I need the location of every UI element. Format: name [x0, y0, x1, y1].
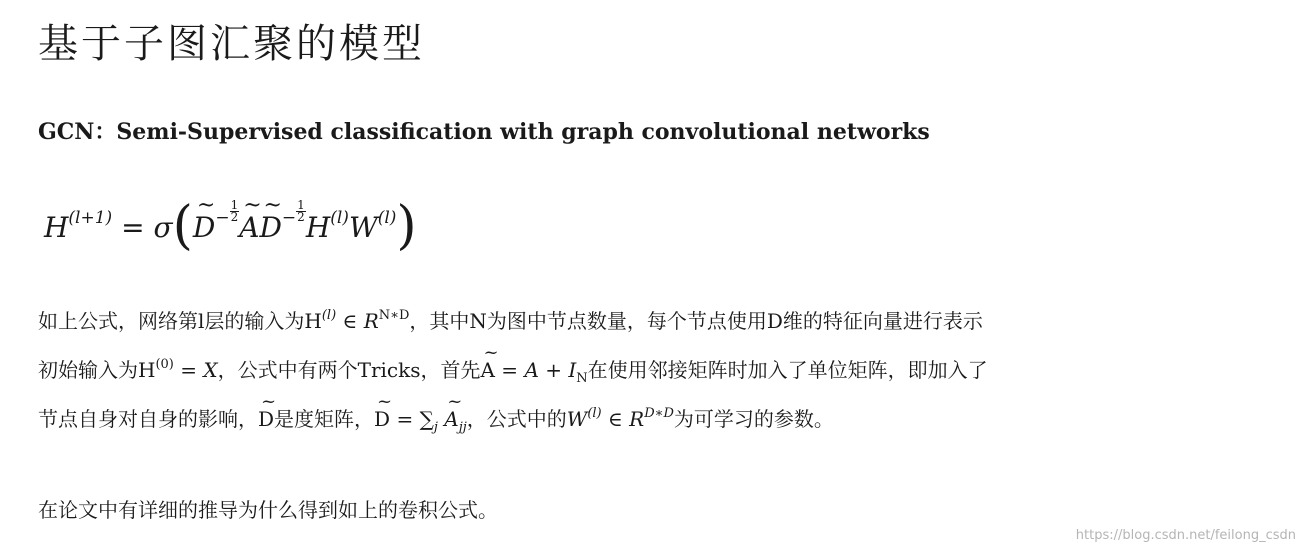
page-title: 基于子图汇聚的模型: [38, 21, 425, 67]
formula-half-1-num: 1: [230, 198, 239, 212]
para1-text-a: 如上公式，网络第l层的输入为H: [38, 309, 322, 333]
para2-text-f: 在使用邻接矩阵时加入了单位矩阵，即加入了: [587, 358, 988, 382]
formula-w-superscript: (l): [377, 208, 397, 228]
formula-lhs-superscript: (l+1): [68, 208, 113, 228]
para2-text-a: 初始输入为H: [38, 358, 156, 382]
formula-left-paren: (: [172, 196, 193, 256]
para3-w: W: [566, 407, 588, 431]
para2-equals: =: [173, 358, 204, 382]
para1-r: R: [363, 309, 379, 333]
para2-subscript-n: N: [576, 371, 588, 386]
watermark: https://blog.csdn.net/feilong_csdn: [1075, 528, 1296, 543]
para3-subscript-j: j: [433, 420, 438, 435]
para3-a-tilde: ~ A: [444, 404, 458, 434]
formula-half-2-den: 2: [297, 210, 305, 224]
paragraph-input-definition: [38, 301, 983, 336]
formula-half-2-num: 1: [297, 198, 305, 212]
para3-subscript-jj: jj: [458, 420, 467, 435]
para3-in-symbol: ∈: [601, 407, 630, 431]
formula-half-1: [230, 200, 240, 223]
para3-sum: = ∑: [390, 407, 434, 431]
formula-h-superscript: (l): [330, 208, 349, 228]
formula-right-paren: ): [396, 196, 417, 256]
formula-sigma: σ: [153, 211, 173, 244]
formula-a-tilde: ~ A: [239, 198, 259, 258]
formula-d-tilde-2: ~ D: [259, 198, 281, 258]
paragraph-degree-matrix: [38, 399, 834, 443]
para2-a-tilde: ~ A: [481, 355, 495, 385]
para2-a: A: [524, 358, 539, 382]
para1-in-symbol: ∈: [336, 309, 364, 333]
formula-h-rhs: H: [305, 211, 331, 244]
formula-half-2: [296, 200, 306, 223]
formula-neg-sign-2: −: [281, 208, 297, 228]
para1-text-c: ，其中N为图中节点数量，每个节点使用D维的特征向量进行表示: [409, 309, 983, 333]
para3-text-f: 为可学习的参数。: [673, 407, 834, 431]
para3-d-tilde-1: ~ D: [258, 404, 274, 434]
para2-text-c: ，公式中有两个Tricks，首先: [217, 358, 481, 382]
formula-d-tilde-1: ~ D: [193, 198, 215, 258]
para3-superscript-dd: D∗D: [644, 406, 674, 421]
para3-text-d: ，公式中的: [466, 407, 567, 431]
para2-plus: +: [538, 358, 569, 382]
formula-h-lhs: H: [44, 211, 69, 244]
formula-equals: =: [121, 211, 145, 244]
para2-i: I: [568, 358, 577, 382]
para2-superscript-0: (0): [155, 357, 174, 372]
formula-half-1-den: 2: [230, 210, 239, 224]
paper-subtitle: GCN：Semi-Supervised classification with graph convolutional networks: [38, 119, 930, 145]
paragraph-derivation-note: 在论文中有详细的推导为什么得到如上的卷积公式。: [38, 498, 498, 522]
paragraph-tricks: [38, 350, 988, 394]
para2-x: X: [203, 358, 218, 382]
formula-neg-sign-1: −: [215, 208, 230, 228]
para1-superscript-l: (l): [321, 308, 337, 323]
para3-text-b: 是度矩阵，: [274, 407, 375, 431]
para3-d-tilde-2: ~ D: [374, 404, 390, 434]
para2-equals-2: =: [494, 358, 525, 382]
gcn-formula: [44, 188, 417, 258]
para3-superscript-l: (l): [587, 406, 602, 421]
para3-text-a: 节点自身对自身的影响，: [38, 407, 258, 431]
para3-r: R: [629, 407, 645, 431]
formula-w: W: [348, 211, 378, 244]
para1-superscript-nd: N∗D: [378, 308, 410, 323]
